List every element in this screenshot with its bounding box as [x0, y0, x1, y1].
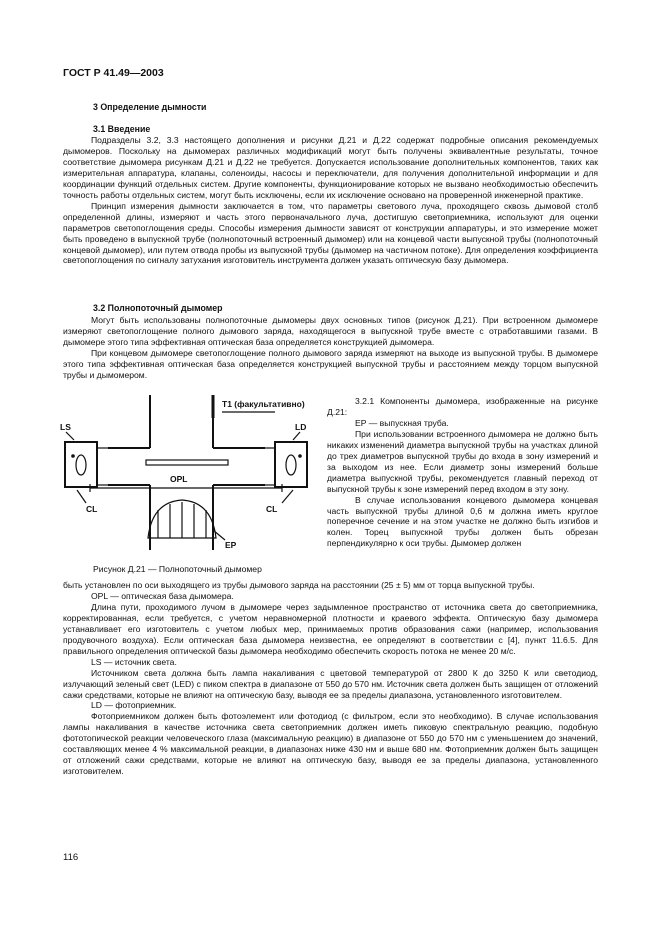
ls-text: Источником света должна быть лампа накаливания с цветовой температурой от 2800 К до 3250 К или светодиод, излучающий зеленый свет (LED) с пиком спектра в диапазоне от 550 до 570 нм. Источник света должен быть защищен от отложений сажи средствами, которые не влияют на оптическую базу, выводя ее за пределы диапазона, установленного изготовителем.	[63, 667, 598, 700]
figure-label-ep: EP	[225, 540, 237, 550]
full-flow-paragraph-1: Могут быть использованы полнопоточные дымомеры двух основных типов (рисунок Д.21). При встроенном дымомере измеряют светопоглощение полного дымового заряда, находящегося в выпускной трубе вместе с отработавшими газами. В дымомере этого типа эффективная оптическая база определяется конструкцией дымомера.	[63, 315, 598, 347]
figure-caption: Рисунок Д.21 — Полнопоточный дымомер	[93, 564, 262, 574]
figure-d21-smokemeter-diagram	[60, 390, 325, 560]
section-3-title: 3 Определение дымности	[93, 102, 207, 112]
section-3-1-title: 3.1 Введение	[93, 124, 151, 134]
opl-text: Длина пути, проходимого лучом в дымомере через задымленное пространство от источника света до светоприемника, корректированная, если требуется, с учетом неравномерной плотности и краевого эффекта. Оптическую базу дымомера устанавливает его изготовитель с учетом любых мер, принимаемых против образования сажи (например, использования продувочного воздуха). Если оптическая база дымомера неизвестна, ее определяют в соответствии с [4], пункт 11.6.5. Для правильного определения оптической базы дымомера необходимо обеспечить скорость потока не менее 20 м/с.	[63, 601, 598, 656]
ld-title: LD — фотоприемник.	[91, 700, 177, 711]
intro-paragraph-2: Принцип измерения дымности заключается в том, что параметры светового луча, проходящего сквозь дымовой столб определенной длины, измеряют и часть этого первоначального луча, достигшую светоприемника, используют для оценки параметров светопоглощения среды. Способы измерения дымности зависят от конструкции аппаратуры, и это измерение может быть проведено в выпускной трубе (полнопоточный встроенный дымомер) или на концевой части выпускной трубы (полнопоточный концевой дымомер), или путем отвода пробы из выпускной трубы (дымомер на частичном потоке). Для определения коэффициента светопоглощения по сигналу затухания изготовитель инструмента должен указать оптическую базу дымомера.	[63, 200, 598, 266]
component-ep-inline-text: При использовании встроенного дымомера не должно быть никаких изменений диаметра выпускной трубы на участках длиной до трех диаметров выпускной трубы до входа в зону измерений и за выходом из нее. Если диаметр зоны измерений больше диаметра выпускной трубы, рекомендуется главный переход от выпускной трубы к зоне измерений перед входом в эту зону.	[327, 428, 598, 494]
opl-title: OPL — оптическая база дымомера.	[91, 590, 234, 601]
lower-block	[63, 580, 598, 777]
intro-block	[63, 135, 598, 266]
components-column	[327, 396, 598, 549]
component-ep-end-text: В случае использования концевого дымомера концевая часть выпускной трубы длиной 0,6 м должна иметь круглое поперечное сечение и на этом участке не должно быть изгибов и колен. Торец выпускной трубы должен быть обрезан перпендикулярно к оси трубы. Дымомер должен	[327, 494, 598, 549]
ls-title: LS — источник света.	[91, 656, 177, 667]
page-number: 116	[63, 852, 79, 863]
full-flow-block	[63, 315, 598, 381]
figure-label-ld: LD	[295, 422, 307, 432]
figure-label-ls: LS	[60, 422, 71, 432]
figure-label-cl-right: CL	[266, 504, 278, 514]
component-ep: EP — выпускная труба.	[355, 417, 449, 428]
continuation-line: быть установлен по оси выходящего из трубы дымового заряда на расстоянии (25 ± 5) мм от торца выпускной трубы.	[63, 580, 535, 590]
document-header: ГОСТ Р 41.49—2003	[63, 67, 164, 79]
figure-label-cl-left: CL	[86, 504, 98, 514]
section-3-2-title: 3.2 Полнопоточный дымомер	[93, 303, 223, 313]
figure-label-t1: T1 (факультативно)	[222, 399, 305, 409]
full-flow-paragraph-2: При концевом дымомере светопоглощение полного дымового заряда измеряют на выходе из выпускной трубы. В дымомере этого типа эффективная оптическая база определяется конструкцией выпускной трубы и расстоянием между торцом выпускной трубы и дымомером.	[63, 347, 598, 380]
components-intro: 3.2.1 Компоненты дымомера, изображенные на рисунке Д.21:	[327, 396, 598, 417]
intro-paragraph-1: Подразделы 3.2, 3.3 настоящего дополнения и рисунки Д.21 и Д.22 содержат подробные описания рекомендуемых дымомеров. Поскольку на дымомерах различных модификаций могут быть получены эквивалентные результаты, точное соответствие дымомера рисункам Д.21 и Д.22 не требуется. Допускается использование дополнительных компонентов, таких как измерительная аппаратура, клапаны, соленоиды, насосы и переключатели, для получения дополнительной информации и для координации функций отдельных систем. Другие компоненты, функционирование которых не вызвано необходимостью обеспечить точность работы отдельных систем, могут быть исключены, если их исключение основано на проверенной инженерной практике.	[63, 135, 598, 200]
ld-text: Фотоприемником должен быть фотоэлемент или фотодиод (с фильтром, если это необходимо). В случае использования лампы накаливания в качестве источника света светоприемник должен иметь пиковую спектральную реакцию, подобную фототопической реакции человеческого глаза (максимальную реакцию) в диапазоне от 550 до 570 нм с уменьшением до значений, составляющих менее 4 % максимальной реакции, в диапазонах ниже 430 нм и выше 680 нм. Фотоприемник должен быть защищен от отложений сажи средствами, которые не влияют на оптическую базу, выводя ее за пределы диапазона, установленного изготовителем.	[63, 711, 598, 777]
figure-label-opl: OPL	[170, 474, 188, 484]
